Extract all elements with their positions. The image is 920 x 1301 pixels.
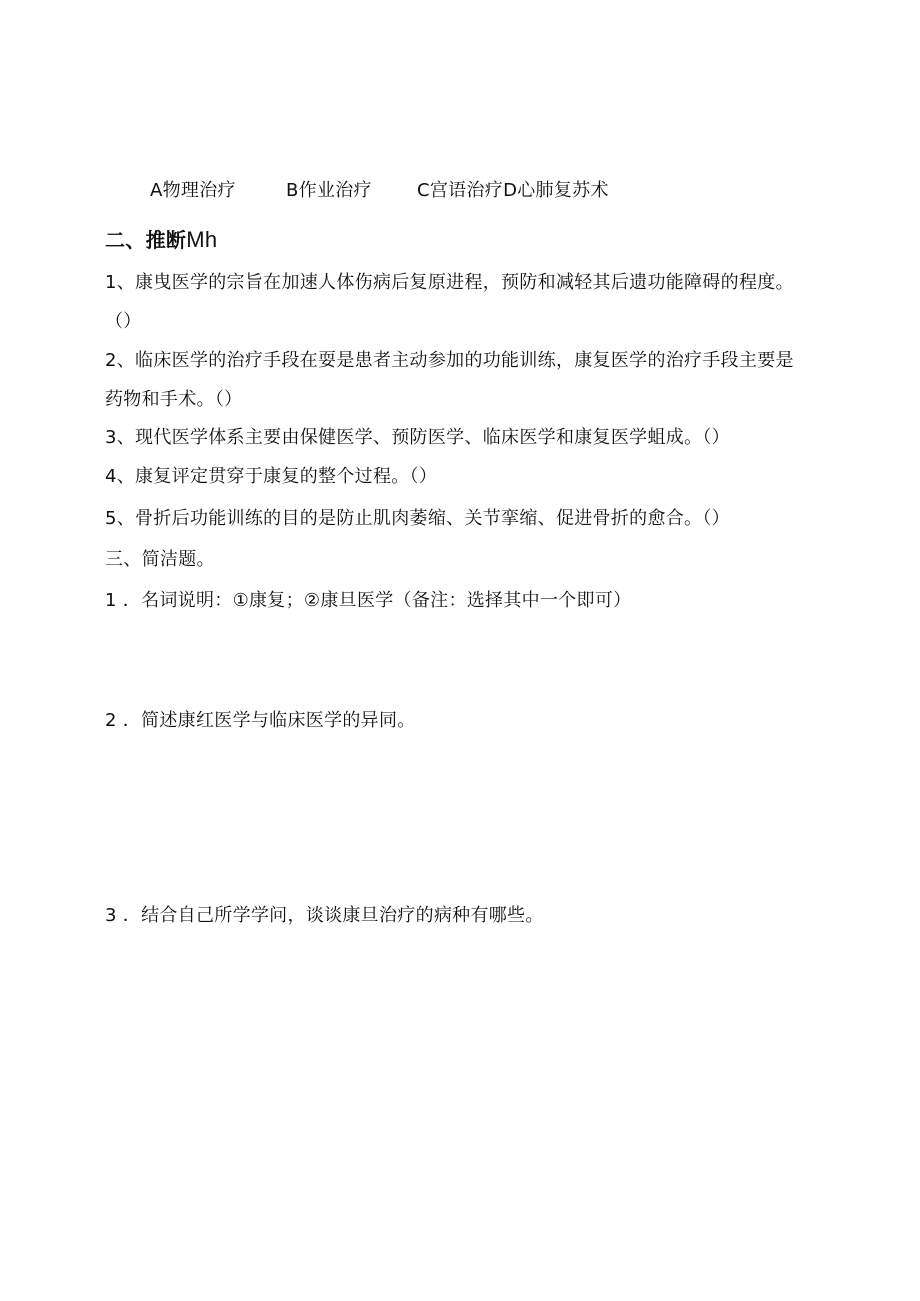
short-answer-question-2: 2 ．简述康红医学与临床医学的异同。	[105, 710, 416, 731]
option-b: B作业治疗	[286, 180, 372, 201]
option-c: C宫语治疗	[417, 180, 504, 201]
section-2-title-tail: Mh	[186, 227, 218, 252]
section-3-heading: 三、简洁题。	[105, 549, 215, 570]
short-answer-question-1: 1 ．名词说明：①康复；②康旦医学（备注：选择其中一个即可）	[105, 590, 632, 611]
choice-options-row	[150, 178, 850, 204]
judgement-question-5: 5、骨折后功能训练的目的是防止肌肉萎缩、关节挛缩、促进骨折的愈合。（）	[105, 508, 730, 529]
judgement-question-4: 4、康复评定贯穿于康复的整个过程。（）	[105, 466, 438, 487]
option-a: A物理治疗	[150, 180, 236, 201]
section-2-heading	[105, 227, 805, 253]
judgement-question-1: 1、康曳医学的宗旨在加速人体伤病后复原进程，预防和减轻其后遗功能障碍的程度。（）	[105, 272, 794, 332]
option-d: D心肺复苏术	[503, 180, 609, 201]
judgement-question-2: 2、临床医学的治疗手段在耍是患者主动参加的功能训练，康复医学的治疗手段主要是药物和手术。（）	[105, 350, 794, 410]
judgement-question-3: 3、现代医学体系主要由保健医学、预防医学、临床医学和康复医学蛆成。（）	[105, 427, 730, 448]
section-2-title: 二、推断	[105, 228, 187, 252]
short-answer-question-3: 3 ．结合自己所学学问，谈谈康旦治疗的病种有哪些。	[105, 905, 544, 926]
